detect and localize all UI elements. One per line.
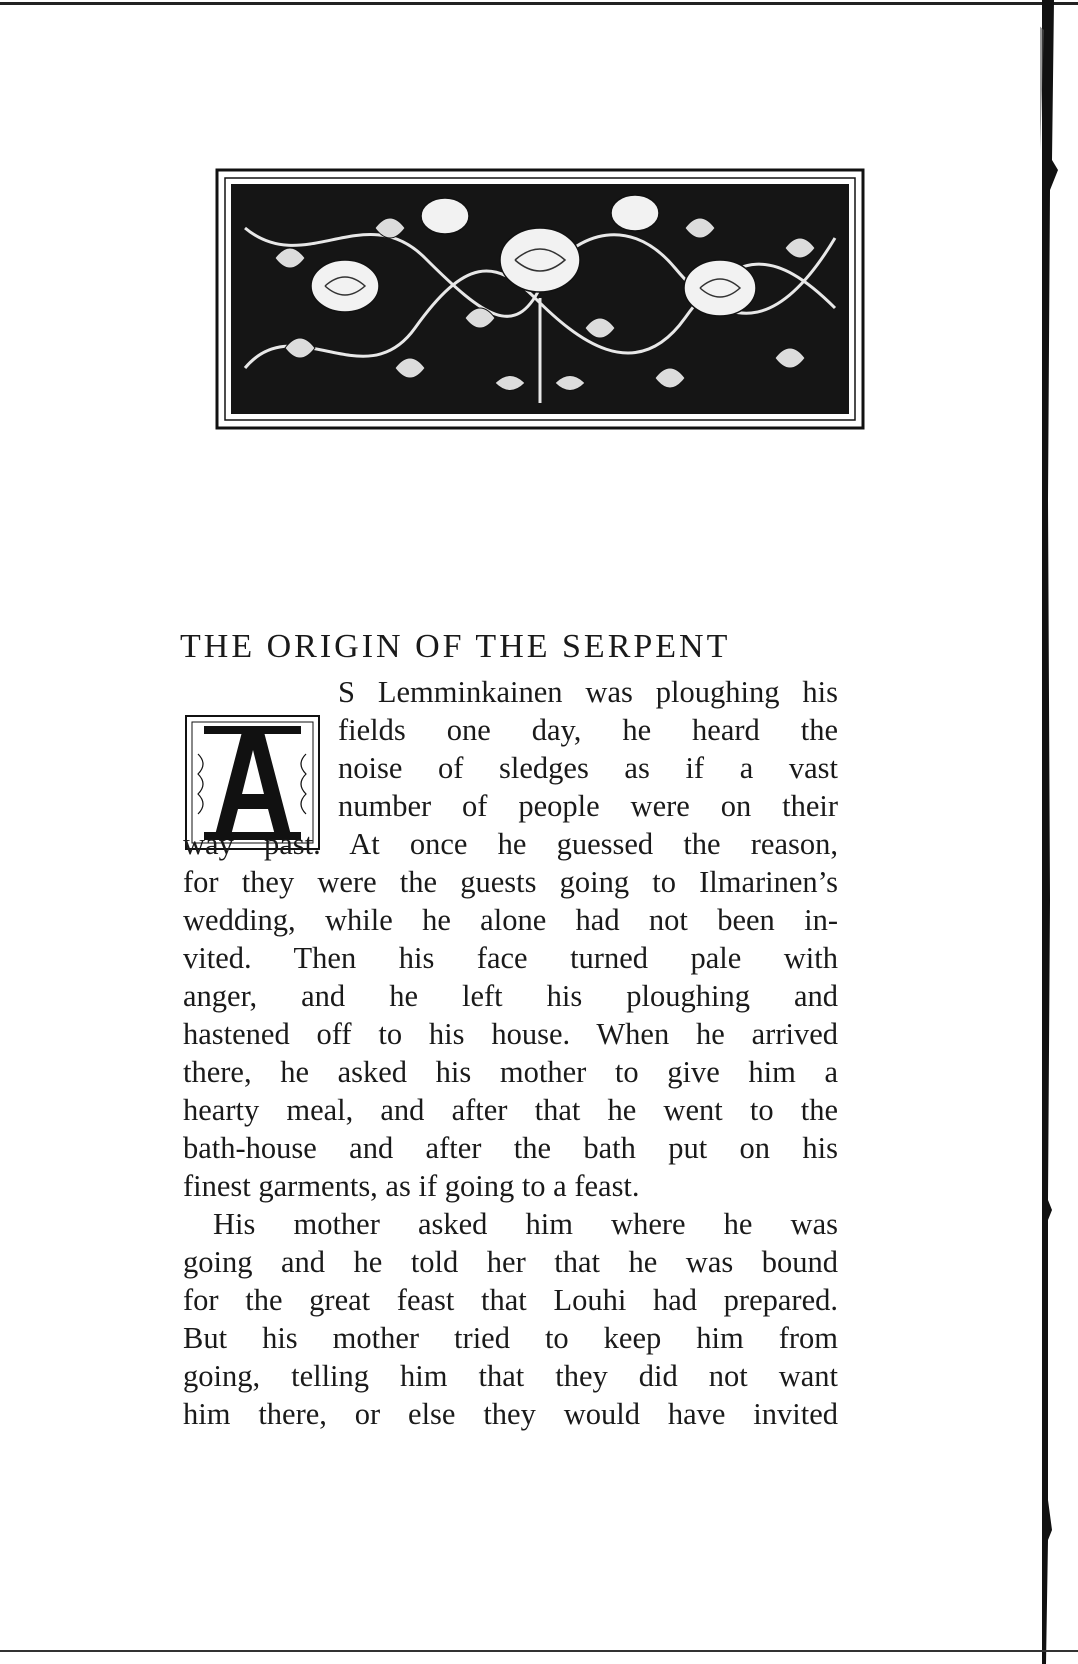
text-line: way past. At once he guessed the reason, [183, 827, 838, 861]
text-line: hearty meal, and after that he went to the [183, 1093, 838, 1127]
text-line: for the great feast that Louhi had prepared. [183, 1283, 838, 1317]
text-line: His mother asked him where he was [213, 1207, 838, 1241]
text-line: finest garments, as if going to a feast. [183, 1169, 640, 1203]
text-line: going and he told her that he was bound [183, 1245, 838, 1279]
text-line: for they were the guests going to Ilmarinen’s [183, 865, 838, 899]
text-line: anger, and he left his ploughing and [183, 979, 838, 1013]
text-line: S Lemminkainen was ploughing his [338, 675, 838, 709]
text-line: But his mother tried to keep him from [183, 1321, 838, 1355]
text-line: fields one day, he heard the [338, 713, 838, 747]
text-line: number of people were on their [338, 789, 838, 823]
bottom-rule [0, 1650, 1078, 1652]
top-rule [0, 2, 1078, 5]
text-line: noise of sledges as if a vast [338, 751, 838, 785]
text-line: going, telling him that they did not want [183, 1359, 838, 1393]
drop-cap-letter: A [248, 773, 258, 787]
text-line: him there, or else they would have invited [183, 1397, 838, 1431]
text-line: wedding, while he alone had not been in- [183, 903, 838, 937]
text-line: vited. Then his face turned pale with [183, 941, 838, 975]
text-line: there, he asked his mother to give him a [183, 1055, 838, 1089]
text-line: bath-house and after the bath put on his [183, 1131, 838, 1165]
rose-ornament-headpiece [215, 168, 865, 430]
text-line: hastened off to his house. When he arrived [183, 1017, 838, 1051]
chapter-title: THE ORIGIN OF THE SERPENT [180, 628, 731, 665]
page-gutter-shadow [1040, 0, 1064, 1664]
